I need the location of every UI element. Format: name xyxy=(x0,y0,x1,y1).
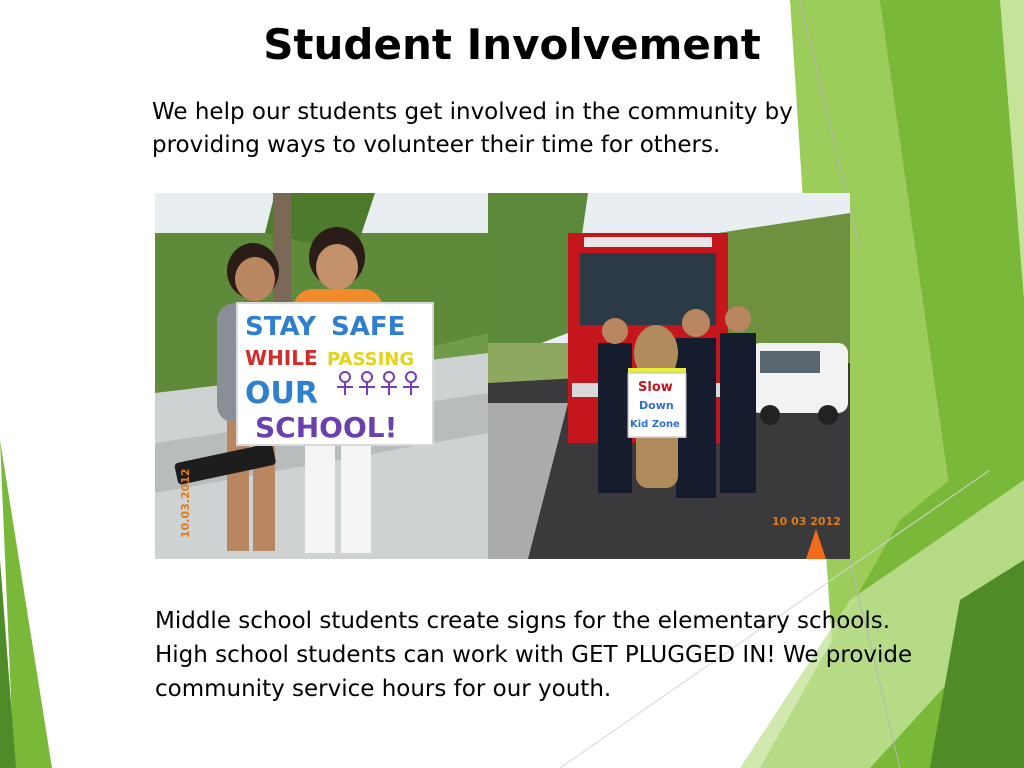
intro-paragraph: We help our students get involved in the community by providing ways to volunteer their time for others. xyxy=(152,99,793,158)
sign-text-kid-zone: Kid Zone xyxy=(630,419,680,430)
sign-text-stay: STAY xyxy=(245,312,316,342)
students-sign-photo xyxy=(155,193,488,559)
sign-text-down: Down xyxy=(639,399,674,412)
sign-text-school: SCHOOL! xyxy=(255,411,398,444)
firefighters-photo xyxy=(488,193,850,559)
slide-title: Student Involvement xyxy=(263,20,761,69)
sign-text-passing: PASSING xyxy=(327,349,415,370)
photo-date-stamp-right: 10 03 2012 xyxy=(772,515,841,528)
sign-text-our: OUR xyxy=(245,376,318,411)
sign-text-slow: Slow xyxy=(638,380,673,395)
caption-paragraph: Middle school students create signs for the elementary schools. High school students can work with GET PLUGGED IN! We provide community service hours for our youth. xyxy=(155,608,913,702)
sign-text-safe: SAFE xyxy=(331,312,406,342)
photo-date-stamp: 10.03.2012 xyxy=(179,468,192,538)
sign-text-while: WHILE xyxy=(245,346,318,370)
